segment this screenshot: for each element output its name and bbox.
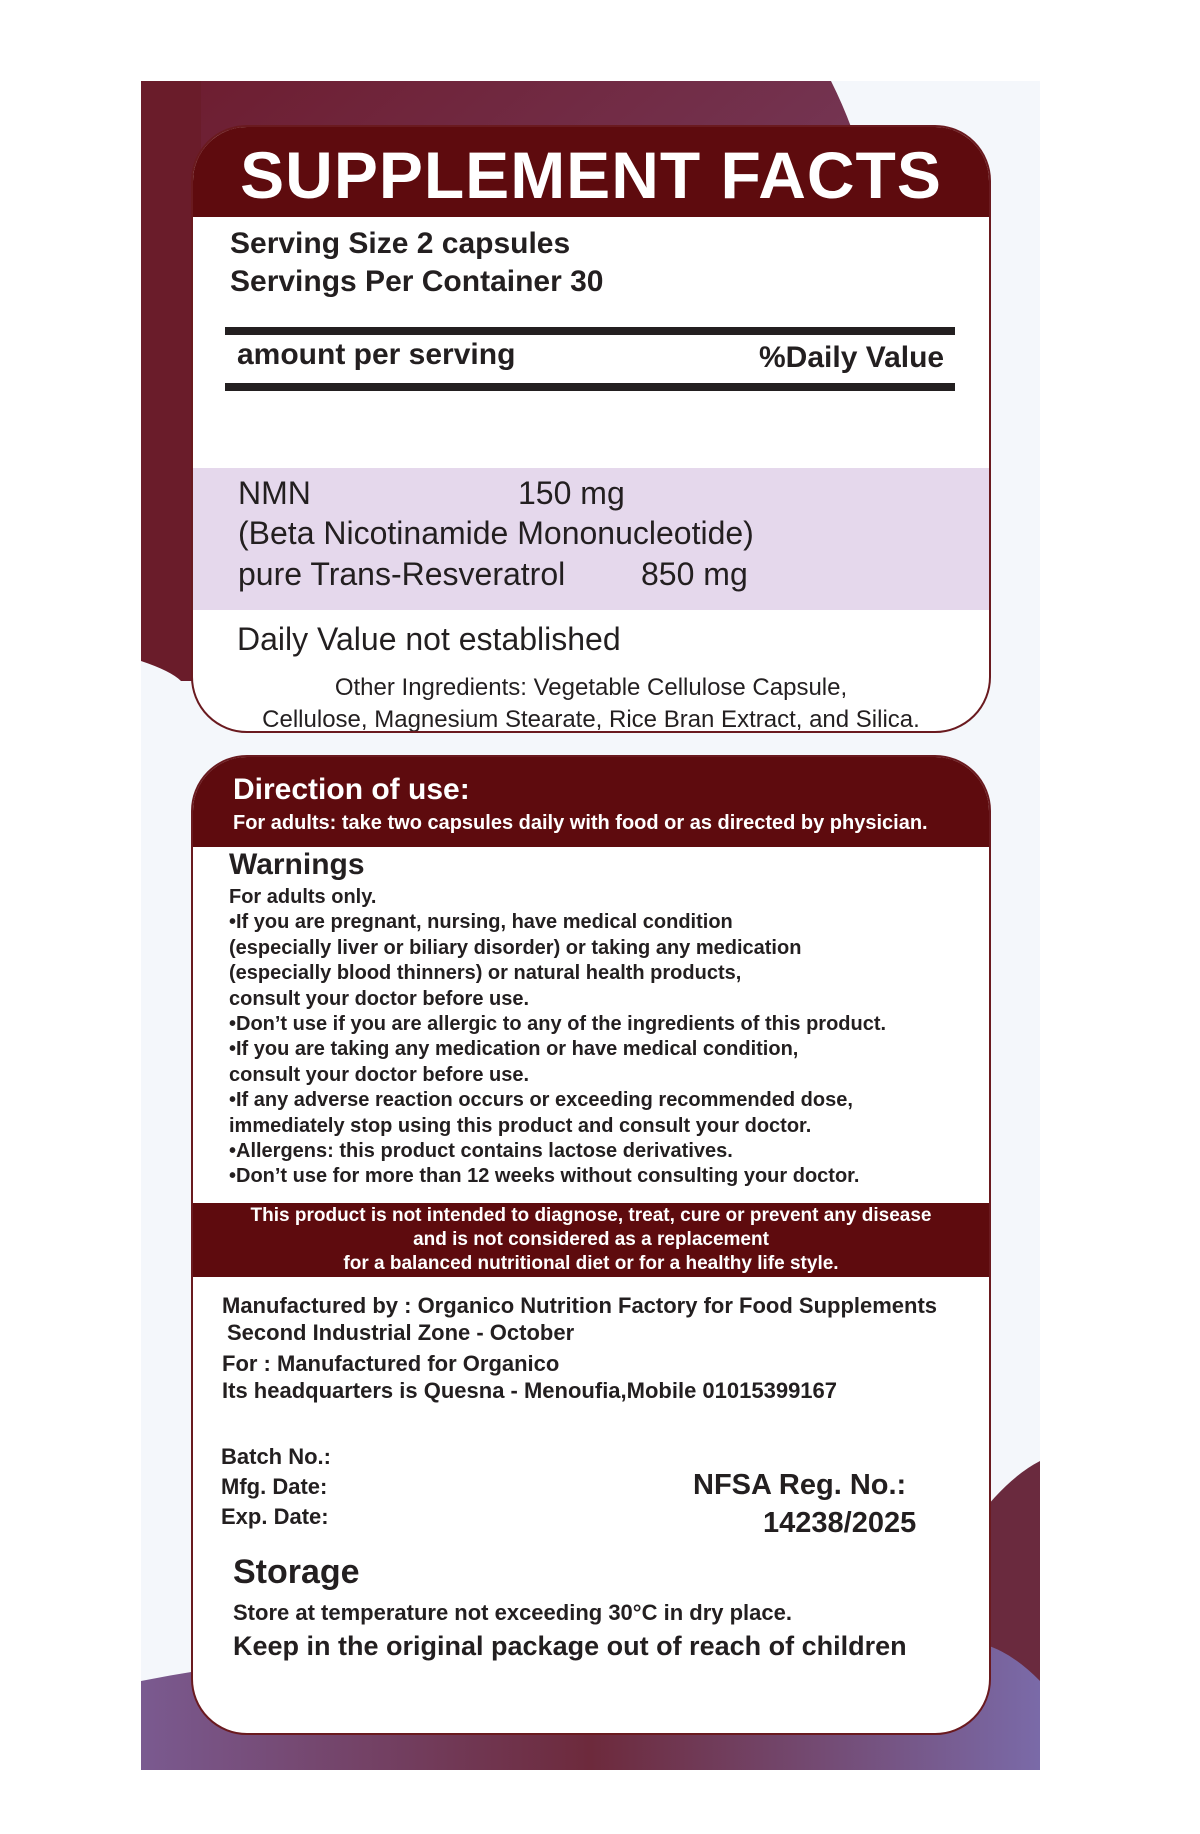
manufactured-by: Manufactured by : Organico Nutrition Factory for Food Supplements <box>222 1293 938 1318</box>
batch-no: Batch No.: <box>221 1444 331 1469</box>
dv-note: Daily Value not established <box>237 621 621 657</box>
exp-date: Exp. Date: <box>221 1504 329 1529</box>
disclaimer-line2: and is not considered as a replacement <box>413 1229 769 1250</box>
warnings-list <box>229 885 886 1190</box>
warning-line: consult your doctor before use. <box>229 1063 530 1086</box>
warning-line: For adults only. <box>229 886 377 908</box>
warnings-title: Warnings <box>229 848 365 881</box>
serving-size: Serving Size 2 capsules <box>230 227 571 260</box>
warning-line: •If you are pregnant, nursing, have medical condition <box>229 911 733 934</box>
warning-line: immediately stop using this product and consult your doctor. <box>229 1114 812 1137</box>
directions-header <box>193 757 989 847</box>
facts-title: SUPPLEMENT FACTS <box>240 138 942 212</box>
disclaimer-band <box>193 1203 989 1277</box>
ingredient-resveratrol-name: pure Trans-Resveratrol <box>238 556 566 592</box>
disclaimer-line1: This product is not intended to diagnose, treat, cure or prevent any disease <box>250 1205 932 1226</box>
manufacturer-zone: Second Industrial Zone - October <box>227 1320 575 1345</box>
warning-line: •Allergens: this product contains lactose derivatives. <box>229 1140 733 1163</box>
manufacturer-hq: Its headquarters is Quesna - Menoufia,Mobile 01015399167 <box>222 1378 838 1403</box>
ingredient-resveratrol-amount: 850 mg <box>641 556 748 592</box>
supplement-facts-panel <box>191 125 991 733</box>
storage-line2: Keep in the original package out of reach of children <box>233 1631 907 1661</box>
warning-line: •If you are taking any medication or have medical condition, <box>229 1038 799 1061</box>
disclaimer-line3: for a balanced nutritional diet or for a healthy life style. <box>343 1253 839 1274</box>
manufactured-for: For : Manufactured for Organico <box>222 1351 560 1376</box>
ingredient-nmn-name: NMN <box>238 475 311 511</box>
warning-line: •If any adverse reaction occurs or exceeding recommended dose, <box>229 1089 853 1112</box>
other-ingredients-line2: Cellulose, Magnesium Stearate, Rice Bran Extract, and Silica. <box>262 706 920 733</box>
directions-text: For adults: take two capsules daily with food or as directed by physician. <box>233 812 928 834</box>
mfg-date: Mfg. Date: <box>221 1474 328 1499</box>
storage-title: Storage <box>233 1553 360 1591</box>
directions-panel <box>191 755 991 1735</box>
other-ingredients-line1: Other Ingredients: Vegetable Cellulose Capsule, <box>334 674 848 701</box>
storage-line1: Store at temperature not exceeding 30°C in dry place. <box>233 1600 792 1625</box>
warning-line: consult your doctor before use. <box>229 987 530 1010</box>
amount-header: amount per serving <box>237 338 516 371</box>
daily-value-header: %Daily Value <box>759 341 945 374</box>
facts-header <box>193 127 989 217</box>
servings-per-container: Servings Per Container 30 <box>230 265 604 298</box>
bottom-rule <box>225 383 955 391</box>
ingredient-nmn-amount: 150 mg <box>518 475 625 511</box>
ingredient-nmn-fullname: (Beta Nicotinamide Mononucleotide) <box>238 515 754 551</box>
nfsa-label: NFSA Reg. No.: <box>693 1469 907 1501</box>
warning-line: (especially blood thinners) or natural health products, <box>229 962 742 985</box>
top-rule <box>225 327 955 335</box>
nfsa-number: 14238/2025 <box>763 1507 917 1539</box>
warning-line: •Don’t use if you are allergic to any of the ingredients of this product. <box>229 1013 887 1036</box>
directions-title: Direction of use: <box>233 773 470 806</box>
label-canvas <box>141 81 1040 1770</box>
warning-line: (especially liver or biliary disorder) or taking any medication <box>229 936 802 959</box>
warning-line: •Don’t use for more than 12 weeks without consulting your doctor. <box>229 1165 860 1188</box>
